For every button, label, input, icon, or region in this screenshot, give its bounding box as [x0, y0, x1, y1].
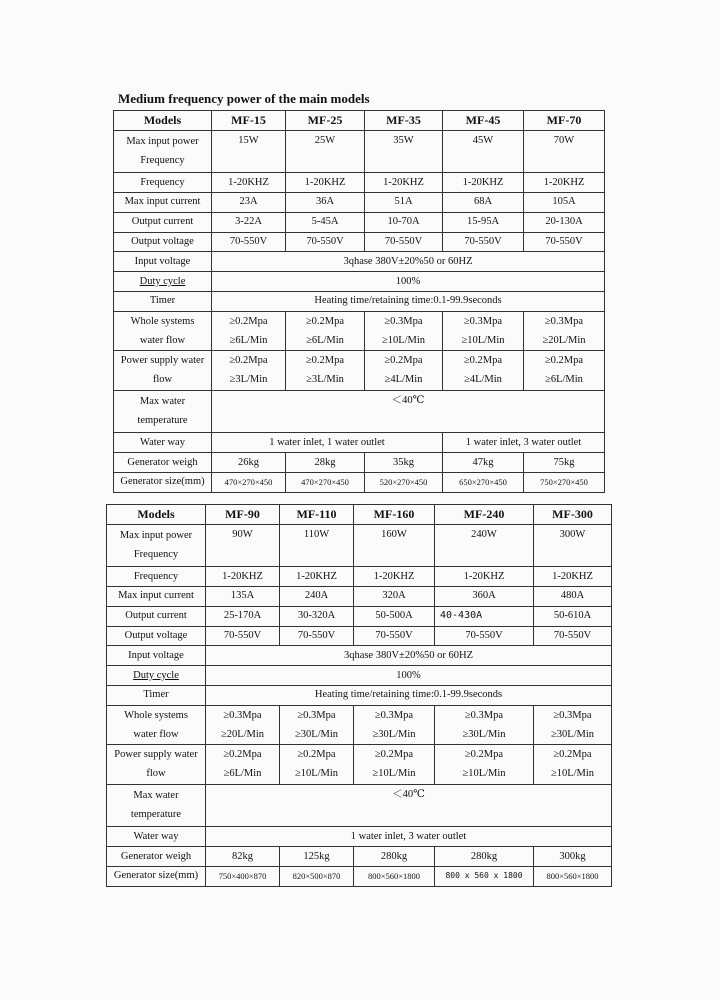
row-label: Generator size(mm): [114, 472, 212, 492]
table-cell: 800×560×1800: [354, 866, 435, 886]
row-label: Input voltage: [107, 646, 206, 666]
table-cell: ≥0.3Mpa ≥30L/Min: [280, 705, 354, 745]
table-cell: 800×560×1800: [534, 866, 612, 886]
table-cell: 70-550V: [534, 626, 612, 646]
table-cell: 470×270×450: [212, 472, 286, 492]
table-cell: 35W: [365, 130, 443, 173]
table-cell: 1-20KHZ: [286, 173, 365, 193]
table-cell: ＜40℃: [206, 784, 612, 827]
table-row: [107, 847, 612, 867]
table-cell: ≥0.2Mpa ≥4L/Min: [443, 351, 524, 391]
table-row: [114, 252, 605, 272]
table-cell: 280kg: [435, 847, 534, 867]
table-cell: 5-45A: [286, 212, 365, 232]
table-row: [107, 626, 612, 646]
table-cell: 520×270×450: [365, 472, 443, 492]
table-row: [107, 705, 612, 745]
row-label: Timer: [107, 686, 206, 706]
table-cell: 1-20KHZ: [280, 567, 354, 587]
row-label: Output current: [114, 212, 212, 232]
table-cell: 105A: [524, 193, 605, 213]
table-cell: ≥0.3Mpa ≥10L/Min: [443, 311, 524, 351]
table-cell: 480A: [534, 587, 612, 607]
table-cell: ≥0.2Mpa ≥10L/Min: [354, 745, 435, 785]
table-cell: 70-550V: [354, 626, 435, 646]
row-label: Output voltage: [114, 232, 212, 252]
table-cell: 100%: [212, 272, 605, 292]
table-cell: ≥0.2Mpa ≥10L/Min: [534, 745, 612, 785]
spec-table-1: [113, 110, 605, 493]
table-cell: 320A: [354, 587, 435, 607]
table-cell: 240A: [280, 587, 354, 607]
table-row: [107, 646, 612, 666]
model-name: MF-15: [212, 111, 286, 131]
table-cell: 35kg: [365, 453, 443, 473]
table-cell: ≥0.2Mpa ≥3L/Min: [212, 351, 286, 391]
table-row: [107, 745, 612, 785]
table-cell: 50-610A: [534, 606, 612, 626]
table-cell: 26kg: [212, 453, 286, 473]
table-cell: ≥0.2Mpa ≥6L/Min: [286, 311, 365, 351]
row-label: Duty cycle: [107, 666, 206, 686]
row-label: Whole systems water flow: [107, 705, 206, 745]
table-cell: 25-170A: [206, 606, 280, 626]
row-label: Generator weigh: [107, 847, 206, 867]
row-label: Models: [114, 111, 212, 131]
table-cell: ≥0.3Mpa ≥30L/Min: [435, 705, 534, 745]
table-cell: 70-550V: [286, 232, 365, 252]
table-cell: 3qhase 380V±20%50 or 60HZ: [206, 646, 612, 666]
table-row: [107, 606, 612, 626]
document-title: Medium frequency power of the main models: [118, 91, 370, 106]
table-cell: 750×270×450: [524, 472, 605, 492]
table-row: [107, 686, 612, 706]
model-name: MF-300: [534, 505, 612, 525]
row-label: Max input current: [114, 193, 212, 213]
table-cell: 1-20KHZ: [365, 173, 443, 193]
model-name: MF-90: [206, 505, 280, 525]
table-cell: 1-20KHZ: [435, 567, 534, 587]
table-row: [114, 472, 605, 492]
row-label: Water way: [114, 433, 212, 453]
table-cell: 1-20KHZ: [354, 567, 435, 587]
row-label: Duty cycle: [114, 272, 212, 292]
table-cell: 750×400×870: [206, 866, 280, 886]
table-cell: ≥0.2Mpa ≥6L/Min: [212, 311, 286, 351]
row-label: Output voltage: [107, 626, 206, 646]
table-cell: 15-95A: [443, 212, 524, 232]
table-cell: 70-550V: [212, 232, 286, 252]
table-cell: 25W: [286, 130, 365, 173]
table-cell: 300kg: [534, 847, 612, 867]
model-name: MF-240: [435, 505, 534, 525]
table-row: [107, 827, 612, 847]
table-row: [114, 351, 605, 391]
table-cell: 360A: [435, 587, 534, 607]
row-label: Output current: [107, 606, 206, 626]
table-cell: 10-70A: [365, 212, 443, 232]
table-cell: ≥0.2Mpa ≥4L/Min: [365, 351, 443, 391]
table-cell: 20-130A: [524, 212, 605, 232]
table-cell: 50-500A: [354, 606, 435, 626]
table-cell: 23A: [212, 193, 286, 213]
table-cell: 100%: [206, 666, 612, 686]
table-row: [107, 505, 612, 525]
row-label: Power supply water flow: [114, 351, 212, 391]
table-row: [114, 292, 605, 312]
table-row: [114, 111, 605, 131]
table-cell: ＜40℃: [212, 390, 605, 433]
table-cell: Heating time/retaining time:0.1-99.9seconds: [206, 686, 612, 706]
table-cell: 1 water inlet, 3 water outlet: [206, 827, 612, 847]
table-cell: 70W: [524, 130, 605, 173]
spec-table-2: [106, 504, 612, 887]
table-row: [114, 193, 605, 213]
table-cell: ≥0.2Mpa ≥6L/Min: [206, 745, 280, 785]
table-cell: 47kg: [443, 453, 524, 473]
table-cell: 82kg: [206, 847, 280, 867]
model-name: MF-45: [443, 111, 524, 131]
table-cell: 40-430A: [435, 606, 534, 626]
table-cell: 3qhase 380V±20%50 or 60HZ: [212, 252, 605, 272]
table-cell: 650×270×450: [443, 472, 524, 492]
table-row: [114, 232, 605, 252]
table-row: [107, 587, 612, 607]
table-cell: 1-20KHZ: [443, 173, 524, 193]
table-cell: 280kg: [354, 847, 435, 867]
table-cell: 135A: [206, 587, 280, 607]
row-label: Max water temperature: [107, 784, 206, 827]
row-label: Max input current: [107, 587, 206, 607]
row-label: Max input power Frequency: [107, 524, 206, 567]
table-cell: ≥0.2Mpa ≥3L/Min: [286, 351, 365, 391]
table-row: [107, 784, 612, 827]
table-cell: 70-550V: [280, 626, 354, 646]
model-name: MF-70: [524, 111, 605, 131]
row-label: Power supply water flow: [107, 745, 206, 785]
table-cell: ≥0.2Mpa ≥6L/Min: [524, 351, 605, 391]
table-cell: 70-550V: [206, 626, 280, 646]
row-label: Generator size(mm): [107, 866, 206, 886]
table-cell: ≥0.3Mpa ≥10L/Min: [365, 311, 443, 351]
table-cell: 36A: [286, 193, 365, 213]
table-cell: 75kg: [524, 453, 605, 473]
table-cell: 30-320A: [280, 606, 354, 626]
table-row: [114, 212, 605, 232]
table-cell: ≥0.3Mpa ≥20L/Min: [524, 311, 605, 351]
table-row: [107, 866, 612, 886]
table-row: [114, 433, 605, 453]
table-cell: ≥0.2Mpa ≥10L/Min: [280, 745, 354, 785]
table-cell: ≥0.3Mpa ≥20L/Min: [206, 705, 280, 745]
table-cell: ≥0.3Mpa ≥30L/Min: [354, 705, 435, 745]
table-cell: 70-550V: [524, 232, 605, 252]
model-name: MF-35: [365, 111, 443, 131]
table-row: [114, 311, 605, 351]
table-cell: 70-550V: [435, 626, 534, 646]
model-name: MF-110: [280, 505, 354, 525]
table-cell: Heating time/retaining time:0.1-99.9seconds: [212, 292, 605, 312]
table-cell: 1-20KHZ: [212, 173, 286, 193]
model-name: MF-25: [286, 111, 365, 131]
row-label: Max input power Frequency: [114, 130, 212, 173]
table-cell: 1-20KHZ: [524, 173, 605, 193]
table-cell: ≥0.3Mpa ≥30L/Min: [534, 705, 612, 745]
table-row: [114, 453, 605, 473]
row-label: Models: [107, 505, 206, 525]
row-label: Whole systems water flow: [114, 311, 212, 351]
table-cell: 1 water inlet, 1 water outlet: [212, 433, 443, 453]
table-cell: 1-20KHZ: [534, 567, 612, 587]
table-cell: 1-20KHZ: [206, 567, 280, 587]
table-row: [114, 130, 605, 173]
table-cell: 28kg: [286, 453, 365, 473]
table-cell: 125kg: [280, 847, 354, 867]
table-row: [107, 524, 612, 567]
table-cell: 68A: [443, 193, 524, 213]
table-cell: 160W: [354, 524, 435, 567]
table-cell: 70-550V: [365, 232, 443, 252]
row-label: Frequency: [114, 173, 212, 193]
table-row: [107, 666, 612, 686]
row-label: Max water temperature: [114, 390, 212, 433]
table-cell: 470×270×450: [286, 472, 365, 492]
row-label: Frequency: [107, 567, 206, 587]
table-cell: 15W: [212, 130, 286, 173]
row-label: Input voltage: [114, 252, 212, 272]
table-cell: ≥0.2Mpa ≥10L/Min: [435, 745, 534, 785]
table-cell: 45W: [443, 130, 524, 173]
table-cell: 820×500×870: [280, 866, 354, 886]
table-cell: 240W: [435, 524, 534, 567]
table-cell: 51A: [365, 193, 443, 213]
row-label: Generator weigh: [114, 453, 212, 473]
row-label: Water way: [107, 827, 206, 847]
table-cell: 800 x 560 x 1800: [435, 866, 534, 886]
table-cell: 70-550V: [443, 232, 524, 252]
table-cell: 300W: [534, 524, 612, 567]
table-cell: 90W: [206, 524, 280, 567]
table-cell: 1 water inlet, 3 water outlet: [443, 433, 605, 453]
table-row: [107, 567, 612, 587]
row-label: Timer: [114, 292, 212, 312]
table-cell: 110W: [280, 524, 354, 567]
table-row: [114, 272, 605, 292]
model-name: MF-160: [354, 505, 435, 525]
table-row: [114, 173, 605, 193]
table-cell: 3-22A: [212, 212, 286, 232]
table-row: [114, 390, 605, 433]
